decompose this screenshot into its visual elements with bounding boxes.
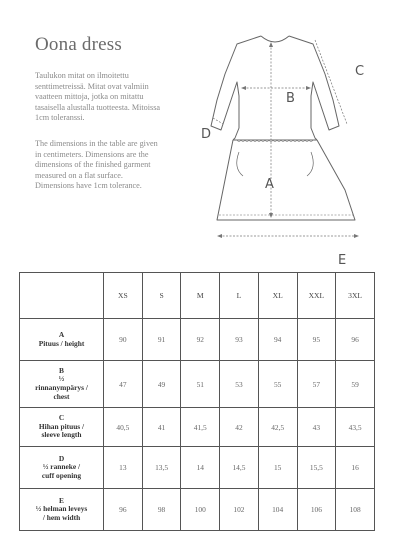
table-cell: 43	[297, 408, 336, 447]
table-row	[20, 447, 375, 489]
description-line: tasaisella alustalla tuotteesta. Mitoissa	[35, 102, 161, 112]
row-label-line: C	[58, 413, 65, 423]
table-cell: 42	[220, 408, 259, 447]
table-cell: 108	[336, 489, 375, 531]
table-cell: 93	[220, 319, 259, 361]
row-label-line: ½ ranneke /	[42, 462, 81, 472]
table-cell: 91	[142, 319, 181, 361]
description-line: dimensions of the finished garment	[35, 160, 151, 170]
header-cell: S	[142, 273, 181, 319]
row-label	[20, 319, 104, 361]
table-cell: 15	[258, 447, 297, 489]
row-label-line: ½	[58, 374, 65, 384]
table-cell: 14	[181, 447, 220, 489]
diagram-label-b: B	[286, 91, 295, 106]
header-cell: XL	[258, 273, 297, 319]
table-cell: 57	[297, 361, 336, 408]
table-cell: 106	[297, 489, 336, 531]
dress-measurement-diagram	[195, 20, 375, 270]
table-cell: 92	[181, 319, 220, 361]
row-label-line: ½ helman leveys	[35, 504, 88, 514]
description-line: measured on a flat surface.	[35, 170, 123, 180]
table-cell: 13	[104, 447, 143, 489]
table-cell: 42,5	[258, 408, 297, 447]
description-line: vaatteen mittoja, jotka on mitattu	[35, 92, 144, 102]
table-cell: 98	[142, 489, 181, 531]
table-cell: 95	[297, 319, 336, 361]
row-label-line: A	[58, 329, 65, 339]
row-label	[20, 408, 104, 447]
diagram-label-d: D	[201, 127, 212, 142]
table-cell: 94	[258, 319, 297, 361]
table-cell: 15,5	[297, 447, 336, 489]
header-cell: XXL	[297, 273, 336, 319]
dress-pocket-left	[237, 152, 243, 176]
row-label-line: B	[59, 365, 64, 375]
header-cell: L	[220, 273, 259, 319]
table-cell: 43,5	[336, 408, 375, 447]
table-cell: 53	[220, 361, 259, 408]
row-label-line: rinnanympärys /	[35, 383, 88, 392]
row-label-line: D	[58, 453, 65, 463]
table-cell: 59	[336, 361, 375, 408]
table-cell: 16	[336, 447, 375, 489]
header-cell	[20, 273, 104, 319]
diagram-label-c: C	[355, 64, 365, 79]
table-cell: 40,5	[104, 408, 143, 447]
description-english	[35, 139, 185, 192]
row-label-line: E	[59, 495, 64, 505]
table-row	[20, 361, 375, 408]
row-label	[20, 361, 104, 408]
table-cell: 96	[336, 319, 375, 361]
table-cell: 47	[104, 361, 143, 408]
row-label-line: chest	[53, 391, 70, 401]
table-cell: 13,5	[142, 447, 181, 489]
table-cell: 100	[181, 489, 220, 531]
table-row	[20, 408, 375, 447]
dress-skirt	[217, 140, 355, 220]
table-cell: 41,5	[181, 408, 220, 447]
diagram-label-a: A	[265, 177, 274, 192]
table-row	[20, 319, 375, 361]
header-cell: XS	[104, 273, 143, 319]
description-line: The dimensions in the table are given	[35, 139, 158, 148]
description-line: senttimetreissä. Mitat ovat valmiin	[35, 81, 149, 91]
row-label-line: cuff opening	[41, 470, 82, 480]
header-cell: 3XL	[336, 273, 375, 319]
header-cell: M	[181, 273, 220, 319]
row-label-line: / hem width	[42, 512, 81, 522]
measure-line-cuff	[213, 118, 223, 124]
description-finnish	[35, 71, 185, 124]
row-label-line: Pituus / height	[38, 338, 85, 348]
size-header-row	[20, 273, 375, 319]
table-cell: 41	[142, 408, 181, 447]
table-cell: 90	[104, 319, 143, 361]
table-cell: 96	[104, 489, 143, 531]
table-cell: 55	[258, 361, 297, 408]
table-row	[20, 489, 375, 531]
row-label-line: Hihan pituus /	[38, 421, 85, 431]
description-line: Taulukon mitat on ilmoitettu	[35, 71, 129, 80]
diagram-label-e: E	[338, 253, 347, 268]
table-cell: 49	[142, 361, 181, 408]
row-label-line: sleeve length	[41, 430, 82, 440]
dress-pocket-right	[307, 152, 313, 176]
dress-neckline	[261, 36, 289, 42]
table-cell: 104	[258, 489, 297, 531]
description-line: 1cm toleranssi.	[35, 113, 85, 123]
measure-line-sleeve	[315, 40, 347, 124]
description-line: in centimeters. Dimensions are the	[35, 149, 149, 159]
row-label	[20, 447, 104, 489]
table-cell: 102	[220, 489, 259, 531]
row-label	[20, 489, 104, 531]
size-table	[19, 272, 375, 531]
table-cell: 51	[181, 361, 220, 408]
description-line: Dimensions have 1cm tolerance.	[35, 181, 142, 191]
page-title: Oona dress	[35, 34, 122, 55]
table-cell: 14,5	[220, 447, 259, 489]
